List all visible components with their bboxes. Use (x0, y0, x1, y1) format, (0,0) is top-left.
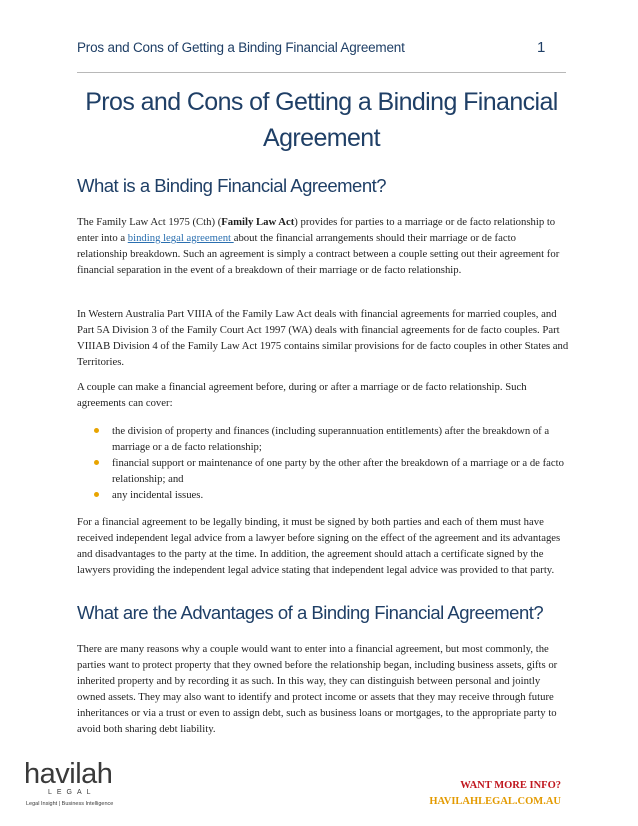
paragraph-western-australia: In Western Australia Part VIIIA of the Family Law Act deals with financial agreements for married couples, and Part 5A Division 3 of the Family Court Act 1997 (WA) deals with financial agreements for de facto couples. Part VIIIAB Division 4 of the Family Law Act 1975 contains similar provisions for de facto couples in other States and Territories. (77, 308, 569, 368)
logo-legal-text: LEGAL (48, 789, 96, 796)
logo-tagline: Legal Insight | Business Intelligence (26, 801, 114, 807)
bullet-icon (94, 460, 99, 465)
intro-text-b: ) provides for parties to a marriage or de facto relationship to enter into a (77, 216, 556, 244)
paragraph-legally-binding: For a financial agreement to be legally binding, it must be signed by both parties and each of them must have received independent legal advice from a lawyer before signing on the effect of the agreement and its advantages and disadvantages to the party at the time. In addition, the agreement should attach a certificate signed by the lawyers providing the independent legal advice stating that independent legal advice was provided to that party. (77, 516, 561, 576)
want-more-info-text: WANT MORE INFO? (460, 780, 561, 791)
page-number: 1 (537, 39, 546, 56)
agreement-coverage-list (77, 423, 569, 503)
list-item-text: the division of property and finances (including superannuation entitlements) after the breakdown of a marriage or a de facto relationship; (112, 425, 550, 453)
list-item-text: any incidental issues. (112, 489, 204, 501)
website-link[interactable]: HAVILAHLEGAL.COM.AU (429, 796, 561, 807)
paragraph-couple-can-make: A couple can make a financial agreement before, during or after a marriage or de facto relationship. Such agreements can cover: (77, 381, 527, 409)
binding-legal-agreement-link[interactable]: binding legal agreement (127, 232, 234, 244)
section-heading-advantages: What are the Advantages of a Binding Financial Agreement? (77, 602, 544, 623)
header-divider (77, 72, 566, 73)
list-item (77, 423, 569, 455)
intro-text-a: The Family Law Act 1975 (Cth) ( (77, 216, 222, 228)
document-title: Pros and Cons of Getting a Binding Financial Agreement (85, 88, 558, 152)
logo-wordmark: havilah (24, 758, 113, 790)
list-item-text: financial support or maintenance of one party by the other after the breakdown of a marriage or a de facto relationship; and (112, 457, 564, 485)
bullet-icon (94, 492, 99, 497)
intro-bold-term: Family Law Act (221, 216, 295, 228)
list-item (77, 455, 569, 487)
havilah-legal-logo[interactable] (24, 758, 119, 814)
section-heading-what-is: What is a Binding Financial Agreement? (77, 175, 387, 196)
running-header-title: Pros and Cons of Getting a Binding Financial Agreement (77, 40, 405, 55)
bullet-icon (94, 428, 99, 433)
intro-text-c: about the financial arrangements should their marriage or de facto relationship breakdown. Such an agreement is simply a contract between a couple setting out their agreement for financial separation in the event of a breakdown of their marriage or de facto relationship. (77, 232, 560, 276)
paragraph-advantages: There are many reasons why a couple would want to enter into a financial agreement, but most commonly, the parties want to protect property that they owned before the relationship began, including business assets, gifts or inherited property and by recording it as such. In this way, they can distinguish between personal and jointly owned assets. They may also want to identify and protect income or assets that they may receive through future inheritances or via a trust or even to assign debt, such as business loans or mortgages, to the appropriate party to avoid both sharing debt liability. (77, 643, 558, 735)
list-item (77, 487, 569, 503)
paragraph-intro (77, 214, 569, 278)
